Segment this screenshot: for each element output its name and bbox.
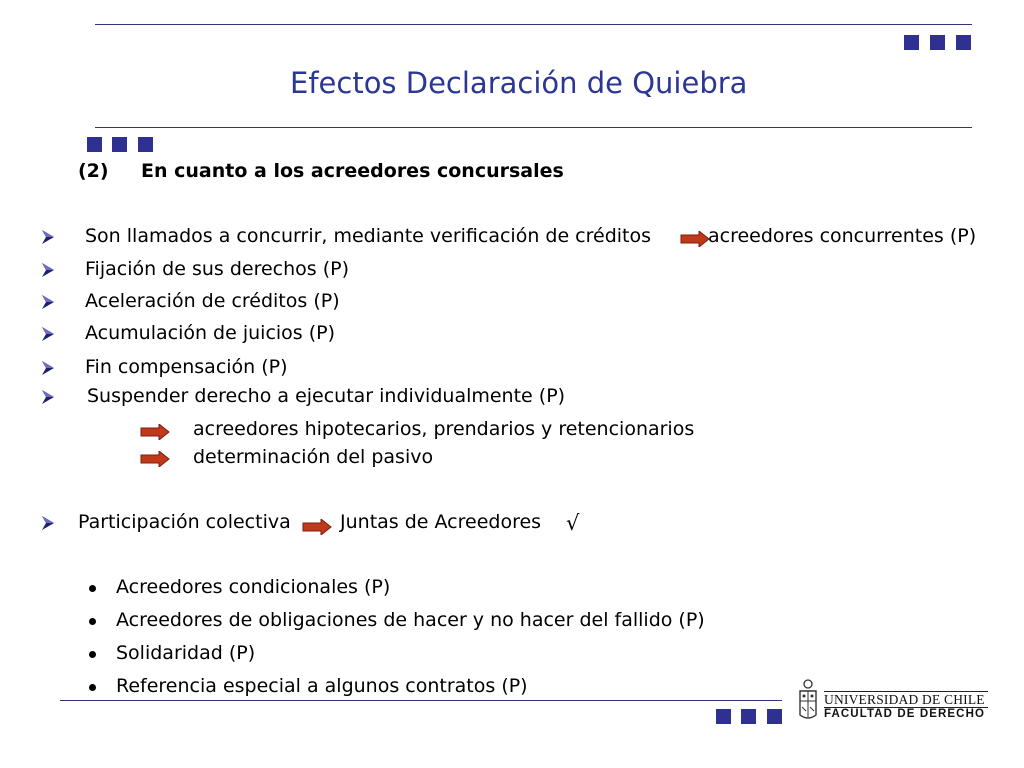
arrow-right-icon xyxy=(140,424,170,440)
decor-square xyxy=(112,137,127,152)
chevron-bullet-icon xyxy=(40,326,56,342)
chevron-bullet-icon xyxy=(40,389,56,405)
chevron-bullet-icon xyxy=(40,229,56,245)
footer-rule xyxy=(60,700,782,701)
logo-university: UNIVERSIDAD DE CHILE xyxy=(824,692,985,707)
effect-result: acreedores concurrentes (P) xyxy=(708,225,977,247)
effect-item: Aceleración de créditos (P) xyxy=(85,290,340,312)
chevron-bullet-icon xyxy=(40,360,56,376)
effect-item: Fijación de sus derechos (P) xyxy=(85,258,350,280)
decor-square xyxy=(767,709,782,724)
round-bullet-icon xyxy=(89,585,96,592)
effect-item: Fin compensación (P) xyxy=(85,356,288,378)
arrow-right-icon xyxy=(302,519,332,535)
section-title: En cuanto a los acreedores concursales xyxy=(141,160,564,182)
check-mark: √ xyxy=(566,511,580,535)
logo-faculty: FACULTAD DE DERECHO xyxy=(824,708,986,720)
decor-square xyxy=(87,137,102,152)
section-number: (2) xyxy=(78,160,109,182)
chevron-bullet-icon xyxy=(40,294,56,310)
special-item: Acreedores de obligaciones de hacer y no hacer del fallido (P) xyxy=(116,609,705,631)
university-crest-icon xyxy=(796,677,820,723)
arrow-right-icon xyxy=(680,231,710,247)
decor-square xyxy=(930,35,945,50)
participation-result: Juntas de Acreedores xyxy=(340,511,542,533)
round-bullet-icon xyxy=(89,651,96,658)
decor-square xyxy=(138,137,153,152)
suspension-subitem: determinación del pasivo xyxy=(193,446,434,468)
special-item: Solidaridad (P) xyxy=(116,642,256,664)
arrow-right-icon xyxy=(140,451,170,467)
effect-item: Suspender derecho a ejecutar individualmente (P) xyxy=(87,385,566,407)
special-item: Referencia especial a algunos contratos (P) xyxy=(116,675,528,697)
round-bullet-icon xyxy=(89,618,96,625)
participation-label: Participación colectiva xyxy=(78,511,291,533)
effect-item: Son llamados a concurrir, mediante verificación de créditos xyxy=(85,225,652,247)
special-item: Acreedores condicionales (P) xyxy=(116,576,391,598)
title-rule xyxy=(95,127,972,128)
slide-title: Efectos Declaración de Quiebra xyxy=(290,66,748,100)
top-rule xyxy=(95,24,972,25)
decor-square xyxy=(904,35,919,50)
round-bullet-icon xyxy=(89,684,96,691)
chevron-bullet-icon xyxy=(40,515,56,531)
chevron-bullet-icon xyxy=(40,262,56,278)
decor-square xyxy=(956,35,971,50)
suspension-subitem: acreedores hipotecarios, prendarios y retencionarios xyxy=(193,418,695,440)
decor-square xyxy=(741,709,756,724)
decor-square xyxy=(716,709,731,724)
effect-item: Acumulación de juicios (P) xyxy=(85,322,336,344)
